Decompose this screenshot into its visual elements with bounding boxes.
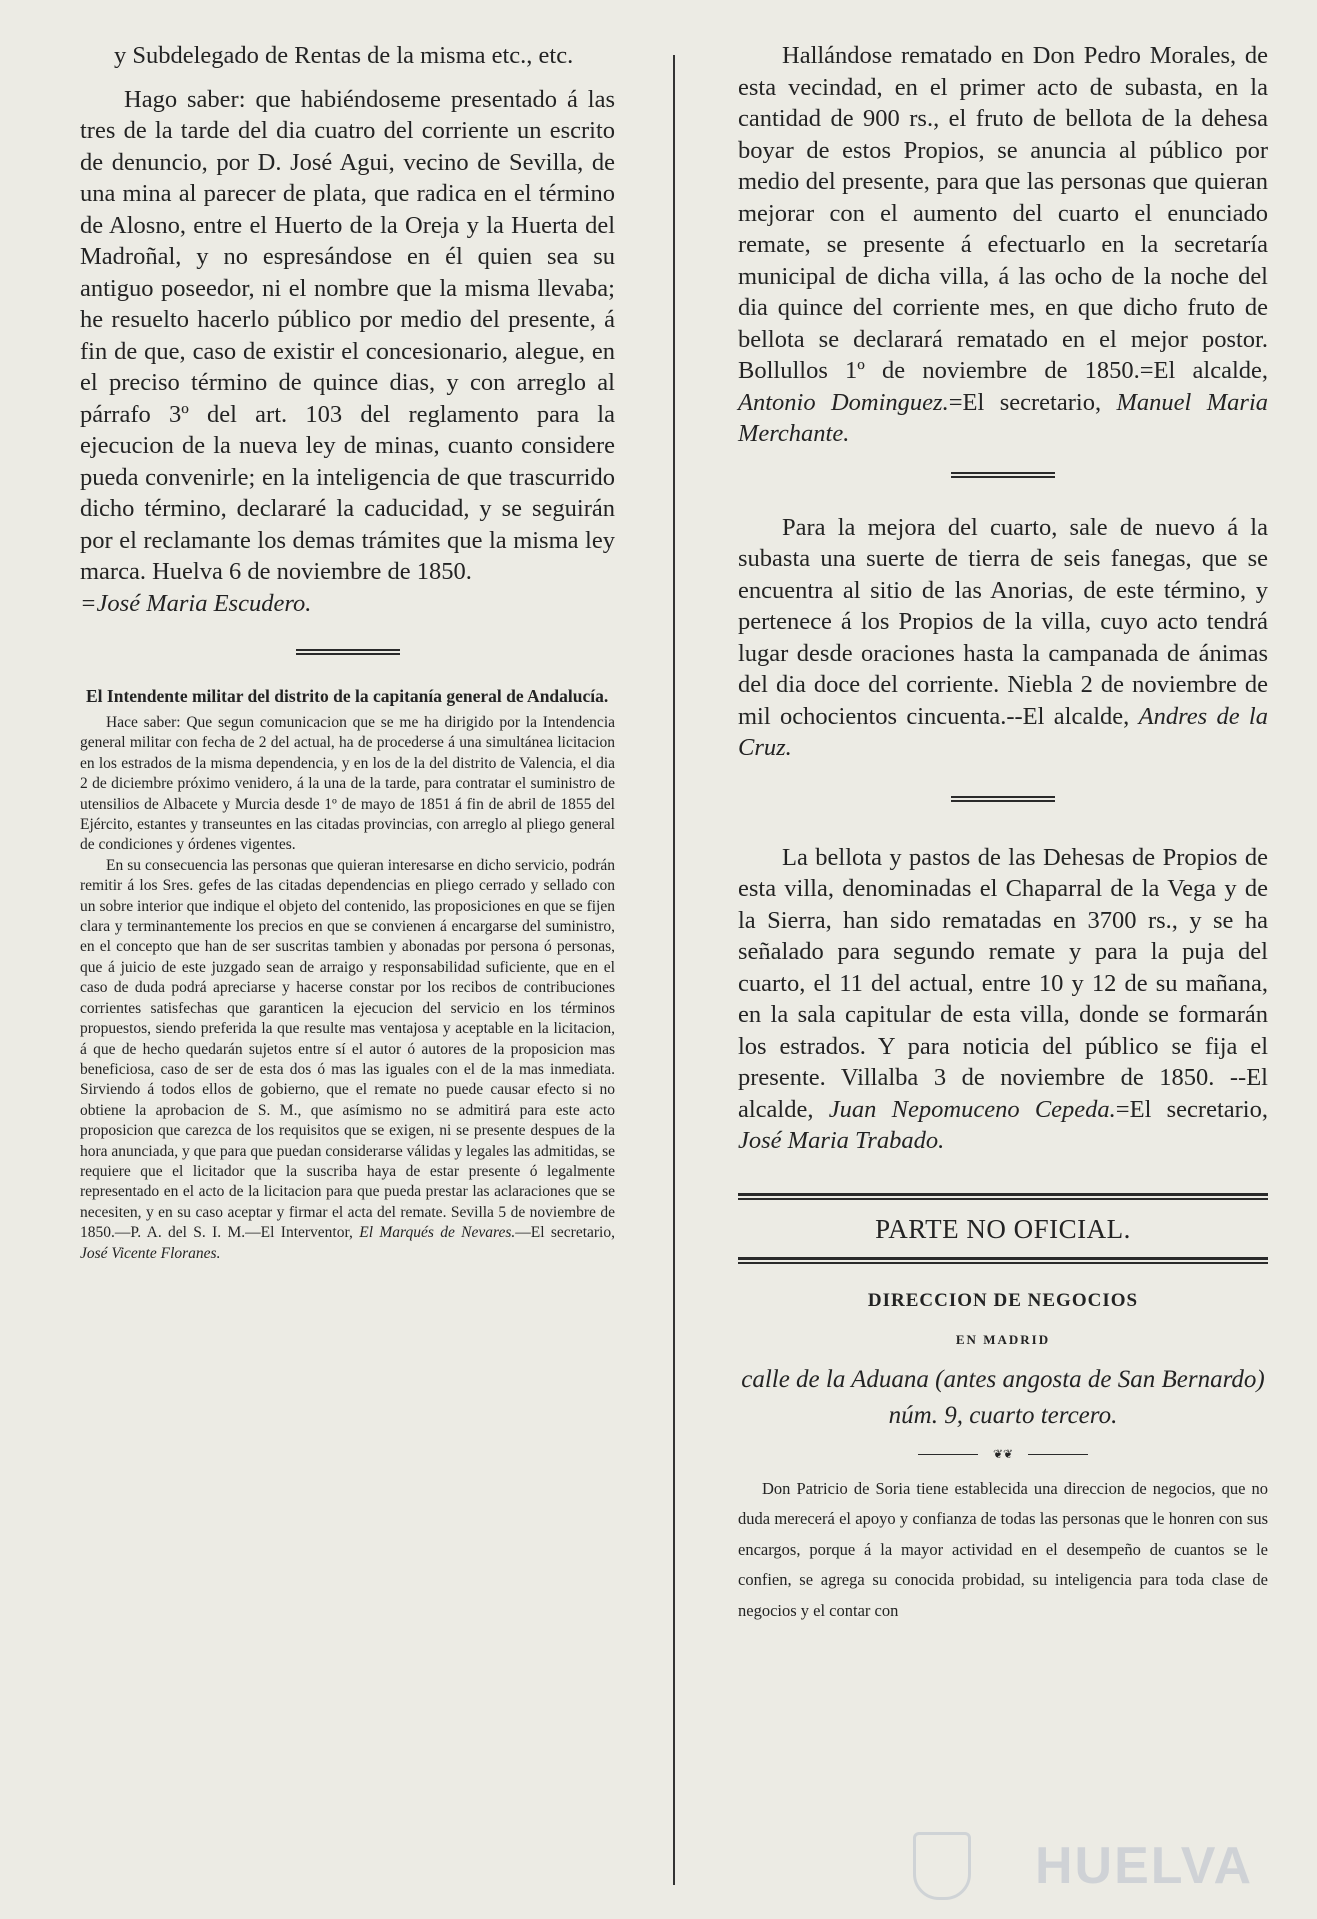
right-column xyxy=(738,40,1268,1626)
subsection-title: DIRECCION DE NEGOCIOS xyxy=(867,1289,1139,1311)
flourish-icon: ❦❦ xyxy=(978,1448,1028,1460)
continued-text: y Subdelegado de Rentas de la misma etc., etc. xyxy=(114,42,574,69)
section-rule-bottom xyxy=(738,1257,1268,1264)
notice-villalba-signature-1: Juan Nepomuceno Cepeda. xyxy=(828,1095,1116,1123)
notice-niebla-body: Para la mejora del cuarto, sale de nuevo á la subasta una suerte de tierra de seis fanegas, que se encuentra al sitio de las Anorias, de este término, y pertenece á los Propios de la villa, cuyo acto tendrá lugar desde oraciones hasta la campanada de ánimas del dia doce del corriente. Niebla 2 de noviembre de mil ochocientos cincuenta.--El alcalde, Andres de la Cruz. xyxy=(738,513,1268,761)
section-title: PARTE NO OFICIAL. xyxy=(875,1213,1131,1244)
notice-bollullos-signature-1: Antonio Dominguez. xyxy=(738,388,949,416)
separator-ornament xyxy=(951,796,1055,802)
address-text: calle de la Aduana (antes angosta de San Bernardo) núm. 9, cuarto tercero. xyxy=(741,1365,1265,1429)
section-rule-top xyxy=(738,1193,1268,1200)
notice-bollullos-signature-2: Manuel Maria Merchante. xyxy=(738,388,1269,447)
coat-of-arms-icon xyxy=(913,1832,971,1900)
left-column xyxy=(80,40,615,1264)
separator-ornament xyxy=(951,472,1055,478)
notice-intendente-paragraph-2: En su consecuencia las personas que quieran interesarse en dicho servicio, podrán remitir á los Sres. gefes de las citadas dependencias en pliego cerrado y sellado con un sobre interior que indique el objeto del contenido, las proposiciones en que se fijen clara y terminantemente los precios en que se convienen á encargarse del suministro, en el concepto que han de ser suscritas tambien y abonadas por persona ó personas, que á juicio de este juzgado sean de arraigo y responsabilidad suficiente, que en el caso de duda podrá apreciarse y hacerse constar por los recibos de contribuciones corrientes satisfechas que garanticen la ejecucion del servicio en los términos propuestos, siendo preferida la que resulte mas ventajosa y aceptable en la licitacion, á que de hecho quedarán sujetos entre sí el autor ó autores de la proposicion mas beneficiosa, caso de ser de esta dos ó mas las iguales con el de la mas inmediata. Sirviendo á todos ellos de gobierno, que el remate no puede causar efecto si no obtiene la aprobacion de S. M., que asímismo no se admitirá para este acto proposicion que carezca de los requisitos que se exigen, ni se presente despues de la hora anunciada, y que para que puedan considerarse válidas y legales las admitidas, se requiere que el licitador que la suscriba haya de estar presente ó legalmente representado en el acto de la licitacion para que pueda prestar las aclaraciones que se necesiten, y en su caso aceptar y firmar el acta del remate. Sevilla 5 de noviembre de 1850.—P. A. del S. I. M.—El Interventor, El Marqués de Nevares.—El secretario, José Vicente Floranes. xyxy=(80,856,615,1262)
notice-mine-body: Hago saber: que habiéndoseme presentado á las tres de la tarde del dia cuatro del corriente un escrito de denuncio, por D. José Agui, vecino de Sevilla, de una mina al parecer de plata, que radica en el término de Alosno, entre el Huerto de la Oreja y la Huerta del Madroñal, y no espresándose en él quien sea su antiguo poseedor, ni el nombre que la misma llevaba; he resuelto hacerlo público por medio del presente, á fin de que, caso de existir el concesionario, alegue, en el preciso término de quince dias, y con arreglo al párrafo 3º del art. 103 del reglamento para la ejecucion de la nueva ley de minas, cuanto considere pueda convenirle; en la inteligencia de que trascurrido dicho término, declararé la caducidad, y se seguirán por el reclamante los demas trámites que la misma ley marca. Huelva 6 de noviembre de 1850. =José Maria Escudero. xyxy=(80,85,615,617)
notice-intendente-signature-2: José Vicente Floranes. xyxy=(80,1244,221,1262)
watermark-text: HUELVA xyxy=(1035,1837,1254,1895)
huelva-watermark xyxy=(905,1830,1285,1905)
notice-intendente-heading: El Intendente militar del distrito de la capitanía general de Andalucía. xyxy=(86,686,609,706)
notice-mine-signature: =José Maria Escudero. xyxy=(80,589,312,617)
notice-villalba-body: La bellota y pastos de las Dehesas de Propios de esta villa, denominadas el Chaparral de la Vega y de la Sierra, han sido rematadas en 3700 rs., y se ha señalado para segundo remate y para la puja del cuarto, el 11 del actual, entre 10 y 12 de su mañana, en la sala capitular de esta villa, donde se formarán los estrados. Y para noticia del público se fija el presente. Villalba 3 de noviembre de 1850. --El alcalde, Juan Nepomuceno Cepeda.=El secretario, José Maria Trabado. xyxy=(738,843,1268,1154)
notice-niebla-signature: Andres de la Cruz. xyxy=(738,702,1268,761)
notice-soria-body: Don Patricio de Soria tiene establecida una direccion de negocios, que no duda merecerá el apoyo y confianza de todas las personas que le honren con sus encargos, porque á la mayor actividad en el desempeño de cuantos se le confien, se agrega su conocida probidad, su inteligencia para toda clase de negocios y el contar con xyxy=(738,1478,1268,1620)
notice-intendente-signature-1: El Marqués de Nevares. xyxy=(359,1224,516,1242)
notice-intendente-paragraph-1: Hace saber: Que segun comunicacion que se me ha dirigido por la Intendencia general militar con fecha de 2 del actual, ha de procederse á una simultánea licitacion en los estrados de la misma dependencia, y en los de la del distrito de Valencia, el dia 2 de diciembre próximo venidero, á la una de la tarde, para contratar el suministro de utensilios de Albacete y Murcia desde 1º de mayo de 1851 á fin de abril de 1855 del Ejército, estantes y transeuntes en las citadas provincias, con arreglo al pliego general de condiciones y órdenes vigentes. xyxy=(80,714,615,854)
notice-bollullos-body: Hallándose rematado en Don Pedro Morales, de esta vecindad, en el primer acto de subasta, en la cantidad de 900 rs., el fruto de bellota de la dehesa boyar de estos Propios, se anuncia al público por medio del presente, para que las personas que quieran mejorar con el aumento del cuarto el enunciado remate, se presente á efectuarlo en la secretaría municipal de dicha villa, á las ocho de la noche del dia quince del corriente mes, en que dicho fruto de bellota se declarará rematado en el mejor postor. Bollullos 1º de noviembre de 1850.=El alcalde, Antonio Dominguez.=El secretario, Manuel Maria Merchante. xyxy=(738,42,1269,447)
notice-villalba-signature-2: José Maria Trabado. xyxy=(738,1127,945,1154)
separator-ornament xyxy=(296,649,400,655)
swirl-ornament xyxy=(918,1448,1088,1462)
location-label: EN MADRID xyxy=(955,1331,1051,1347)
column-divider xyxy=(673,55,675,1885)
